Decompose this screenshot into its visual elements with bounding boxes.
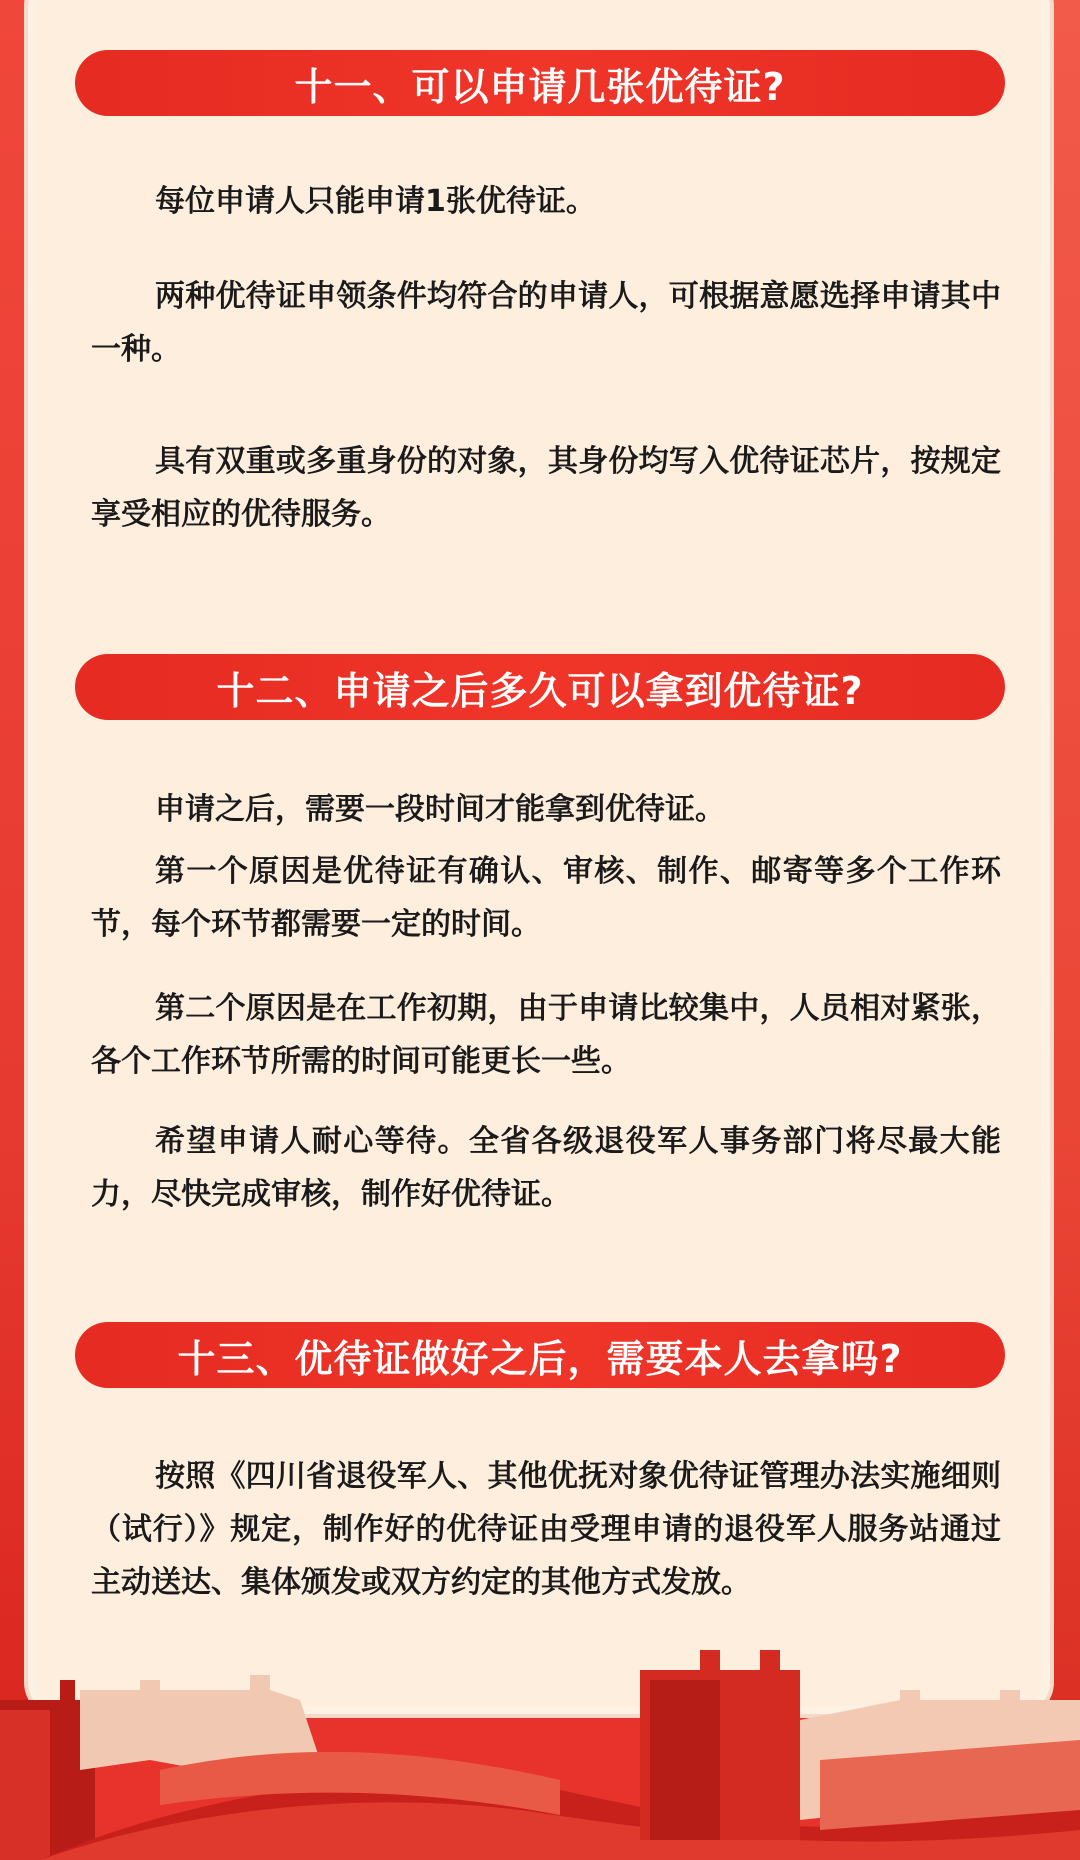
great-wall-illustration <box>0 1640 1080 1860</box>
section-12-paragraph-1: 申请之后，需要一段时间才能拿到优待证。 <box>155 792 725 827</box>
section-11-paragraph-1: 每位申请人只能申请1张优待证。 <box>155 184 596 219</box>
section-11-paragraph-3: 具有双重或多重身份的对象，其身份均写入优待证芯片，按规定享受相应的优待服务。 <box>91 444 1001 532</box>
section-12-paragraph-4: 希望申请人耐心等待。全省各级退役军人事务部门将尽最大能力，尽快完成审核，制作好优待证。 <box>91 1124 1001 1212</box>
section-12-paragraph-3: 第二个原因是在工作初期，由于申请比较集中，人员相对紧张，各个工作环节所需的时间可能更长一些。 <box>91 991 1001 1079</box>
section-12-paragraph-2: 第一个原因是优待证有确认、审核、制作、邮寄等多个工作环节，每个环节都需要一定的时间。 <box>91 854 1001 942</box>
section-13-paragraph-1: 按照《四川省退役军人、其他优抚对象优待证管理办法实施细则（试行）》规定，制作好的优待证由受理申请的退役军人服务站通过主动送达、集体颁发或双方约定的其他方式发放。 <box>91 1459 1001 1600</box>
section-title-11: 十一、可以申请几张优待证? <box>75 50 1005 116</box>
section-11-paragraph-2: 两种优待证申领条件均符合的申请人，可根据意愿选择申请其中一种。 <box>91 279 1001 367</box>
section-title-12: 十二、申请之后多久可以拿到优待证? <box>75 654 1005 720</box>
section-title-13: 十三、优待证做好之后，需要本人去拿吗? <box>75 1322 1005 1388</box>
